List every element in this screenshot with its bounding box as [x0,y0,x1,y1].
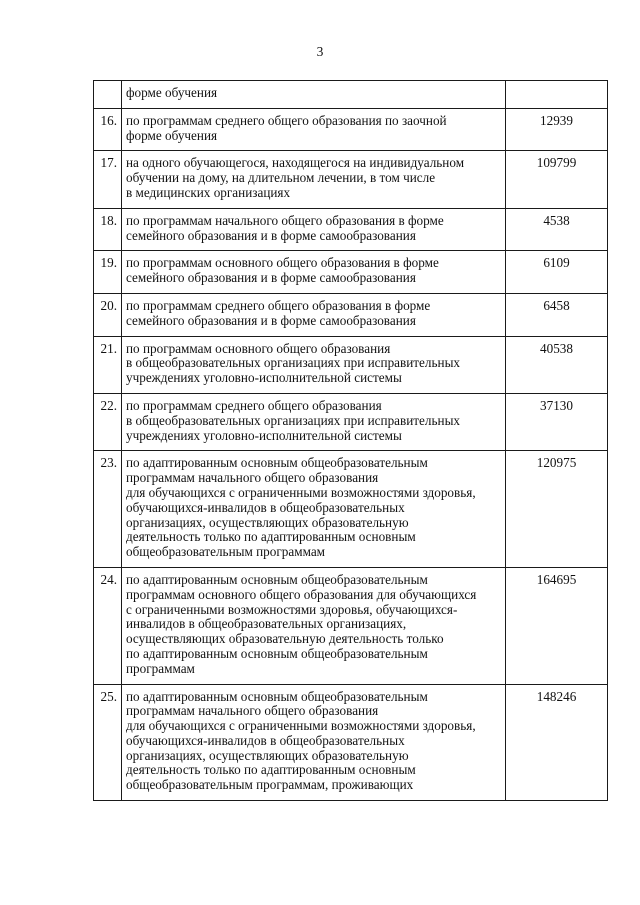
row-description-line: по адаптированным основным общеобразовательным [126,571,428,587]
row-description-line: форме обучения [126,85,218,100]
table-row [94,293,608,336]
row-description-line: программам основного общего образования для обучающихся [126,586,477,602]
row-description-line: программам начального общего образования [126,470,379,486]
row-description-cell [122,251,506,294]
row-description-line: семейного образования и в форме самообразования [126,312,416,328]
row-description-line: по программам основного общего образования в форме [126,255,439,271]
row-description-line: обучении на дому, на длительном лечении, в том числе [126,170,436,186]
row-value-cell: 120975 [506,451,608,568]
row-description-line: учреждениях уголовно-исполнительной системы [126,427,402,443]
row-value-cell: 109799 [506,151,608,208]
row-value-cell: 164695 [506,567,608,684]
row-description-line: на одного обучающегося, находящегося на индивидуальном [126,155,465,171]
row-description-cell [122,567,506,684]
row-description-line: общеобразовательным программам [126,544,326,560]
row-description-line: семейного образования и в форме самообразования [126,227,416,243]
row-description-cell [122,108,506,151]
row-description-line: по программам среднего общего образования в форме [126,297,431,313]
row-value-cell: 4538 [506,208,608,251]
table-row [94,108,608,151]
row-description-line: по адаптированным основным общеобразовательным [126,688,428,704]
row-description-cell [122,81,506,109]
row-number-cell: 23. [94,451,122,568]
row-description-cell [122,293,506,336]
row-description-line: деятельность только по адаптированным основным [126,762,416,778]
row-value-cell: 12939 [506,108,608,151]
row-value-cell: 148246 [506,684,608,801]
row-description-line: по программам среднего общего образования [126,397,382,413]
row-description-line: по адаптированным основным общеобразовательным [126,645,428,661]
row-description-line: в медицинских организациях [126,184,291,200]
row-description-line: инвалидов в общеобразовательных организациях, [126,616,407,632]
row-description-line: общеобразовательным программам, проживающих [126,777,414,793]
row-description-line: в общеобразовательных организациях при исправительных [126,355,461,371]
row-number-cell: 24. [94,567,122,684]
table-row [94,336,608,393]
row-number-cell: 16. [94,108,122,151]
row-description-line: с ограниченными возможностями здоровья, обучающихся- [126,601,458,617]
row-description-line: по программам среднего общего образования по заочной [126,112,447,128]
table-row [94,151,608,208]
row-description-line: для обучающихся с ограниченными возможностями здоровья, [126,718,476,734]
row-description-cell [122,151,506,208]
row-number-cell: 20. [94,293,122,336]
table-row [94,208,608,251]
row-description-line: обучающихся-инвалидов в общеобразовательных [126,499,405,515]
row-description-line: осуществляющих образовательную деятельность только [126,631,444,647]
table-row [94,567,608,684]
row-description-line: программам начального общего образования [126,703,379,719]
row-number-cell [94,81,122,109]
row-description-line: для обучающихся с ограниченными возможностями здоровья, [126,484,476,500]
row-value-cell: 40538 [506,336,608,393]
row-description-line: организациях, осуществляющих образовательную [126,747,409,763]
row-description-line: программам [126,660,195,676]
row-description-line: в общеобразовательных организациях при исправительных [126,412,461,428]
row-description-cell [122,451,506,568]
row-description-cell [122,684,506,801]
row-value-cell: 37130 [506,393,608,450]
row-description-line: деятельность только по адаптированным основным [126,529,416,545]
table-row [94,684,608,801]
table-body [94,81,608,801]
row-number-cell: 17. [94,151,122,208]
row-description-line: учреждениях уголовно-исполнительной системы [126,370,402,386]
row-description-line: по программам начального общего образования в форме [126,212,444,228]
row-number-cell: 18. [94,208,122,251]
table-row [94,251,608,294]
table-row [94,81,608,109]
row-description-cell [122,393,506,450]
row-number-cell: 22. [94,393,122,450]
row-number-cell: 25. [94,684,122,801]
table-row [94,393,608,450]
row-value-cell: 6109 [506,251,608,294]
row-value-cell [506,81,608,109]
row-description-cell [122,336,506,393]
page-number: 3 [316,44,324,59]
row-description-line: форме обучения [126,127,218,143]
row-description-line: по адаптированным основным общеобразовательным [126,455,428,471]
row-value-cell: 6458 [506,293,608,336]
row-number-cell: 19. [94,251,122,294]
row-description-line: обучающихся-инвалидов в общеобразовательных [126,732,405,748]
row-description-cell [122,208,506,251]
row-description-line: по программам основного общего образования [126,340,391,356]
table-row [94,451,608,568]
row-description-line: семейного образования и в форме самообразования [126,270,416,286]
data-table [93,80,608,801]
row-description-line: организациях, осуществляющих образовательную [126,514,409,530]
row-number-cell: 21. [94,336,122,393]
